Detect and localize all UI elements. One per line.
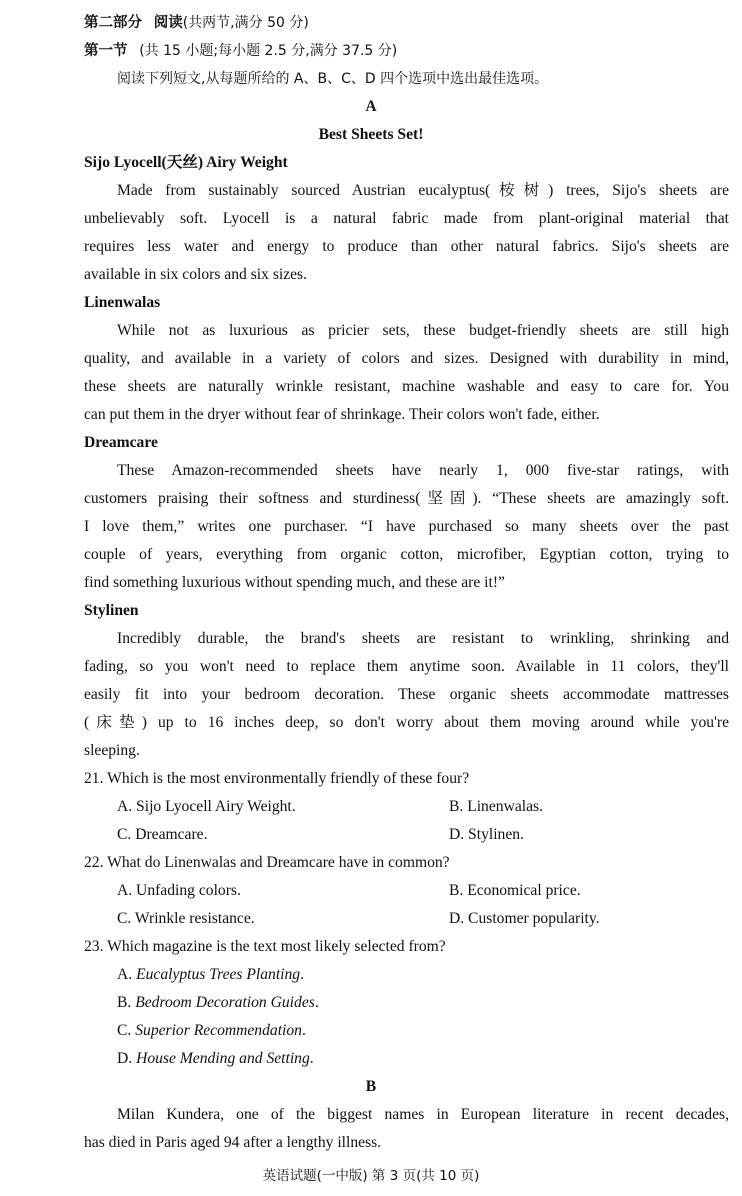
item-name-sijo: Sijo Lyocell(天丝) Airy Weight [84,154,288,171]
question-21-option-b[interactable]: B. Linenwalas. [449,798,543,815]
passage-a-title: Best Sheets Set! [318,126,424,143]
paragraph-line: Made from sustainably sourced Austrian eucalyptus(桉树) trees, Sijo's sheets are [117,182,729,199]
paragraph-line: customers praising their softness and sturdiness(坚固). “These sheets are amazingly soft. [84,490,729,507]
paragraph-line: couple of years, everything from organic cotton, microfiber, Egyptian cotton, trying to [84,546,729,563]
question-22-option-c[interactable]: C. Wrinkle resistance. [117,910,255,927]
question-23-option-d[interactable]: D. House Mending and Setting. [117,1050,314,1067]
paragraph-line: fading, so you won't need to replace them anytime soon. Available in 11 colors, they'll [84,658,729,675]
passage-a-label: A [365,98,377,115]
passage-b-label: B [365,1078,377,1095]
option-letter: C. [117,1022,132,1039]
question-22-option-a[interactable]: A. Unfading colors. [117,882,241,899]
part-note: (共两节,满分 50 分) [182,15,309,31]
paragraph-line: requires less water and energy to produce than other natural fabrics. Sijo's sheets are [84,238,729,255]
part-name: 阅读 [153,15,183,31]
item-name-dreamcare: Dreamcare [84,434,158,451]
option-letter: A. [117,966,133,983]
paragraph-line: sleeping. [84,742,140,759]
paragraph-line: available in six colors and six sizes. [84,266,308,283]
part-heading [84,13,309,33]
section-note: (共 15 小题;每小题 2.5 分,满分 37.5 分) [139,43,398,59]
part-title: 第二部分 [84,15,142,31]
option-letter: D. [117,1050,133,1067]
page-footer: 英语试题(一中版) 第 3 页(共 10 页) [262,1168,480,1184]
question-22-option-b[interactable]: B. Economical price. [449,882,581,899]
paragraph-line: these sheets are naturally wrinkle resistant, machine washable and easy to care for. You [84,378,729,395]
question-21-stem: 21. Which is the most environmentally friendly of these four? [84,770,470,787]
question-22-option-d[interactable]: D. Customer popularity. [449,910,600,927]
question-22-stem: 22. What do Linenwalas and Dreamcare have in common? [84,854,450,871]
section-title: 第一节 [84,43,128,59]
paragraph-line: easily fit into your bedroom decoration. These organic sheets accommodate mattresses [84,686,729,703]
paragraph-line: unbelievably soft. Lyocell is a natural fabric made from plant-original material that [84,210,729,227]
instruction: 阅读下列短文,从每题所给的 A、B、C、D 四个选项中选出最佳选项。 [117,71,549,87]
paragraph-line: can put them in the dryer without fear of shrinkage. Their colors won't fade, either. [84,406,600,423]
paragraph-line: quality, and available in a variety of colors and sizes. Designed with durability in mind, [84,350,729,367]
paragraph-line: These Amazon-recommended sheets have nearly 1, 000 five-star ratings, with [117,462,729,479]
item-name-linenwalas: Linenwalas [84,294,161,311]
option-title: Bedroom Decoration Guides [135,994,315,1011]
question-23-option-c[interactable]: C. Superior Recommendation. [117,1022,306,1039]
question-23-stem: 23. Which magazine is the text most likely selected from? [84,938,446,955]
option-title: Eucalyptus Trees Planting [136,966,301,983]
paragraph-line: (床垫) up to 16 inches deep, so don't worry about them moving around while you're [84,714,729,731]
paragraph-line: has died in Paris aged 94 after a lengthy illness. [84,1134,382,1151]
question-23-option-a[interactable]: A. Eucalyptus Trees Planting. [117,966,304,983]
item-name-stylinen: Stylinen [84,602,139,619]
option-letter: B. [117,994,132,1011]
paragraph-line: While not as luxurious as pricier sets, these budget-friendly sheets are still high [117,322,729,339]
question-23-option-b[interactable]: B. Bedroom Decoration Guides. [117,994,319,1011]
paragraph-line: I love them,” writes one purchaser. “I have purchased so many sheets over the past [84,518,729,535]
section-heading [84,41,397,61]
option-title: House Mending and Setting [136,1050,310,1067]
paragraph-line: Incredibly durable, the brand's sheets are resistant to wrinkling, shrinking and [117,630,729,647]
paragraph-line: find something luxurious without spending much, and these are it!” [84,574,505,591]
paragraph-line: Milan Kundera, one of the biggest names in European literature in recent decades, [117,1106,729,1123]
question-21-option-c[interactable]: C. Dreamcare. [117,826,208,843]
question-21-option-a[interactable]: A. Sijo Lyocell Airy Weight. [117,798,296,815]
question-21-option-d[interactable]: D. Stylinen. [449,826,524,843]
option-title: Superior Recommendation [135,1022,302,1039]
